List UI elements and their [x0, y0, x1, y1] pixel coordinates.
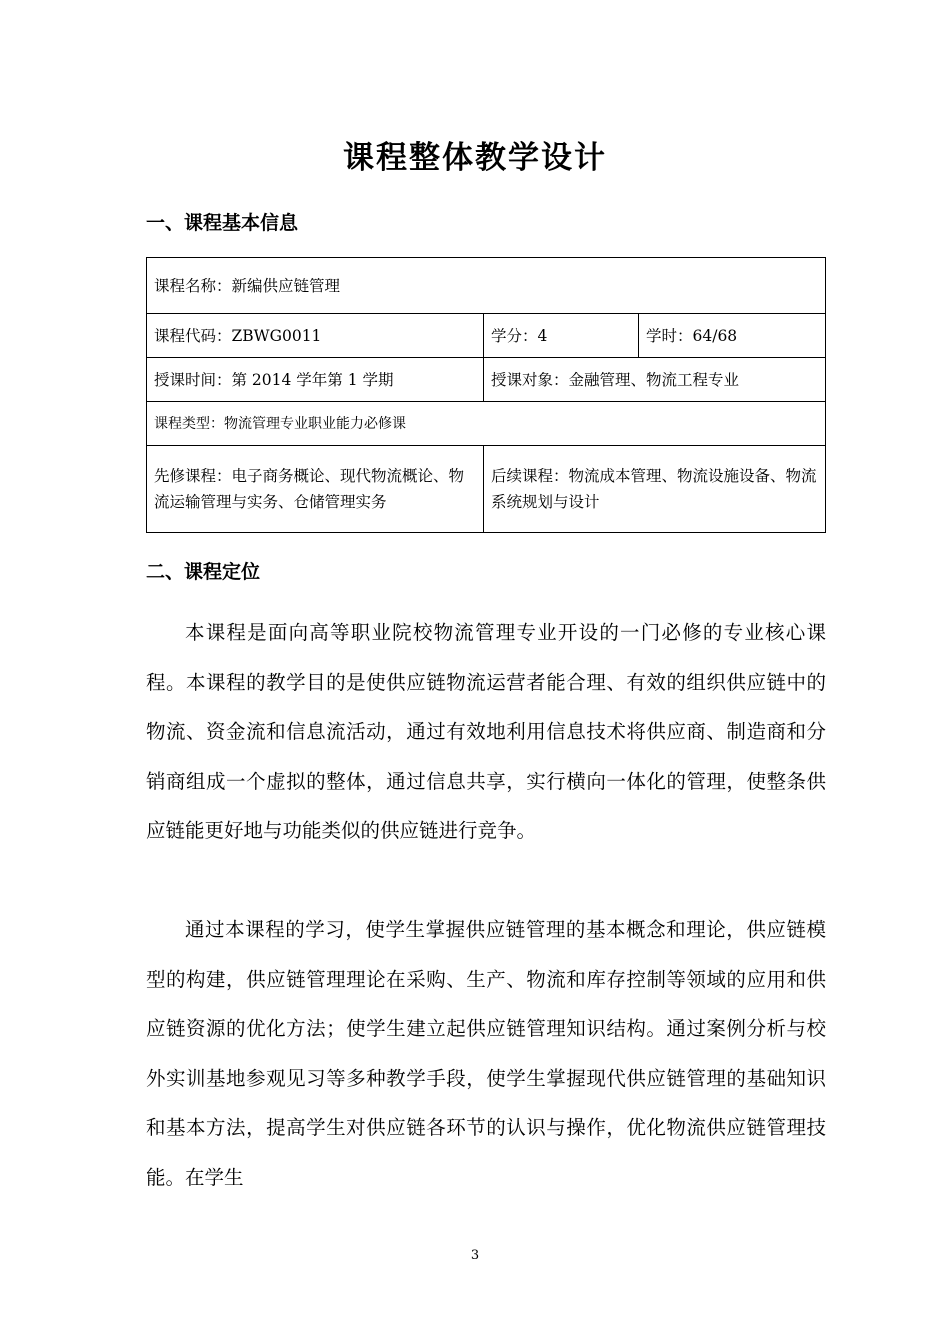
table-row [147, 446, 826, 533]
course-type-cell: 课程类型：物流管理专业职业能力必修课 [147, 402, 826, 446]
table-row [147, 402, 826, 446]
table-row [147, 358, 826, 402]
paragraph-1 [146, 608, 826, 856]
paragraph-2-text: 通过本课程的学习，使学生掌握供应链管理的基本概念和理论，供应链模型的构建，供应链管理理论在采购、生产、物流和库存控制等领域的应用和供应链资源的优化方法；使学生建立起供应链管理知识结构。通过案例分析与校外实训基地参观见习等多种教学手段，使学生掌握现代供应链管理的基础知识和基本方法，提高学生对供应链各环节的认识与操作，优化物流供应链管理技能。在学生 [146, 918, 826, 1189]
table-row [147, 258, 826, 314]
followup-cell: 后续课程：物流成本管理、物流设施设备、物流系统规划与设计 [484, 446, 826, 533]
paragraph-1-text: 本课程是面向高等职业院校物流管理专业开设的一门必修的专业核心课程。本课程的教学目的是使供应链物流运营者能合理、有效的组织供应链中的物流、资金流和信息流活动，通过有效地利用信息技术将供应商、制造商和分销商组成一个虚拟的整体，通过信息共享，实行横向一体化的管理，使整条供应链能更好地与功能类似的供应链进行竞争。 [146, 621, 826, 842]
credits-cell: 学分：4 [484, 314, 639, 358]
section-heading-positioning: 二、课程定位 [146, 561, 261, 583]
hours-cell: 学时：64/68 [639, 314, 826, 358]
page-title: 课程整体教学设计 [343, 140, 607, 176]
paragraph-2 [146, 905, 826, 1202]
prerequisites-cell: 先修课程：电子商务概论、现代物流概论、物流运输管理与实务、仓储管理实务 [147, 446, 484, 533]
table-row [147, 314, 826, 358]
section-heading-basic-info: 一、课程基本信息 [146, 212, 299, 234]
course-info-table [146, 257, 826, 533]
page-number: 3 [470, 1248, 480, 1263]
course-name-cell: 课程名称：新编供应链管理 [147, 258, 826, 314]
course-code-cell: 课程代码：ZBWG0011 [147, 314, 484, 358]
audience-cell: 授课对象：金融管理、物流工程专业 [484, 358, 826, 402]
teaching-time-cell: 授课时间：第 2014 学年第 1 学期 [147, 358, 484, 402]
